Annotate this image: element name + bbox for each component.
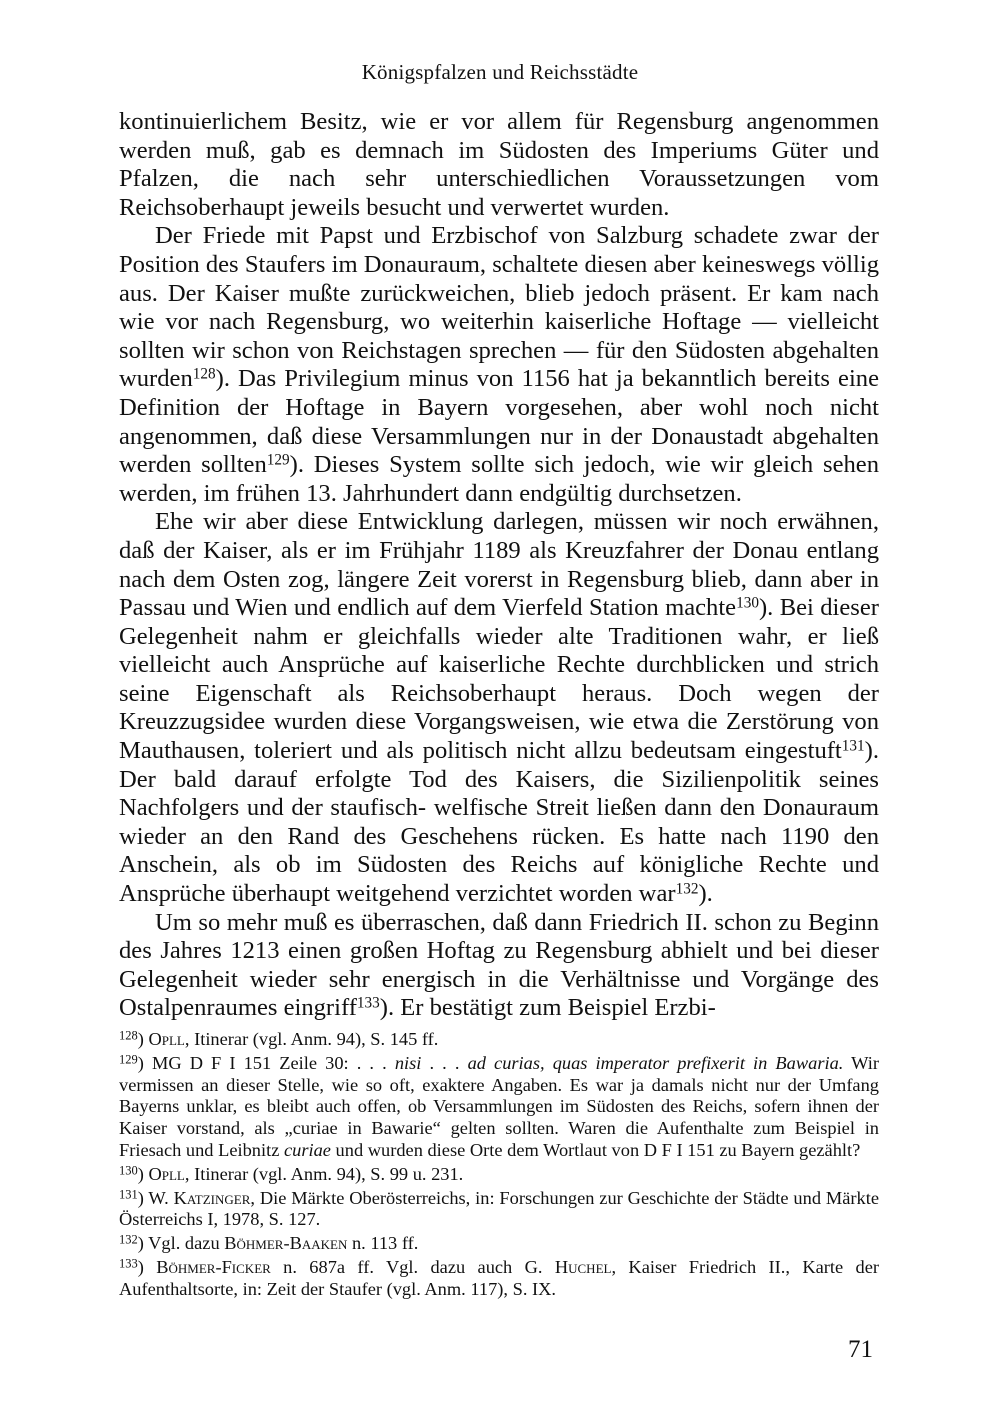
paragraph-text: Um so mehr muß es überraschen, daß dann Friedrich II. schon zu Beginn des Jahres 1213 einen großen Hoftag zu Regensburg abhielt und bei dieser Gelegenheit wieder sehr energisch in die Verhältnisse und Vorgänge des Ostalpenraumes eingriff — [119, 908, 879, 1022]
footnote-number: 130 — [119, 1163, 138, 1178]
footnote-text: n. 687a ff. Vgl. dazu auch G. — [270, 1256, 555, 1277]
footnote-text: ) Vgl. dazu — [137, 1233, 225, 1254]
paragraph-1 — [119, 108, 879, 222]
footnote-130 — [119, 1164, 879, 1186]
footnote-131 — [119, 1188, 879, 1232]
footnote-text: , Kaiser Friedrich II., Karte der Aufenthaltsorte, in: Zeit der Staufer (vgl. Anm. 117), S. IX. — [119, 1256, 879, 1299]
paragraph-3 — [119, 508, 879, 908]
footnote-text: Wir vermissen an dieser Stelle, wie so oft, exaktere Angaben. Es war ja damals nicht nur der Umfang Bayerns unklar, es bleibt auch offen, ob Versammlungen im Südosten des Reichs, sofern ihnen der Kaiser vorstand, als „curiae in Bawarie“ gelten sollten. Waren die Aufenthalte zum Beispiel in Friesach und Leibnitz — [119, 1052, 880, 1160]
footnote-132 — [119, 1233, 879, 1255]
footnote-128 — [119, 1029, 879, 1051]
paragraph-text: Der Friede mit Papst und Erzbischof von Salzburg schadete zwar der Position des Staufers im Donauraum, schaltete diesen aber keineswegs völlig aus. Der Kaiser mußte zurückweichen, blieb jedoch präsent. Er kam nach wie vor nach Regensburg, wo weiterhin kaiserliche Hoftage — vielleicht sollten wir schon von Reichstagen sprechen — für den Südosten abgehalten wurden — [119, 222, 879, 393]
latin-quote: nisi — [394, 1052, 422, 1073]
footnote-text: . . . — [421, 1052, 468, 1073]
author-name: Böhmer-Ficker — [156, 1256, 271, 1277]
footnote-133 — [119, 1257, 879, 1301]
footnote-text: und wurden diese Orte dem Wortlaut von D F I 151 zu Bayern gezählt? — [330, 1139, 861, 1160]
footnote-ref-131: 131 — [841, 737, 865, 755]
paragraph-text: ). Das Privilegium minus von 1156 hat ja bekanntlich bereits eine Definition der Hoftage in Bayern vorgesehen, aber wohl noch nicht angenommen, daß diese Versammlungen nur in der Donaustadt abgehalten werden sollten — [119, 365, 879, 479]
footnote-number: 129 — [119, 1052, 138, 1067]
footnote-text: ) — [137, 1029, 149, 1049]
footnote-text: ) W. — [137, 1187, 174, 1208]
footnote-text: , Itinerar (vgl. Anm. 94), S. 145 ff. — [184, 1029, 439, 1049]
footnote-ref-132: 132 — [675, 880, 699, 898]
latin-quote: ad curias, quas imperator prefixerit in Bawaria. — [467, 1052, 844, 1073]
footnote-ref-128: 128 — [192, 365, 216, 383]
paragraph-text: ). Bei dieser Gelegenheit nahm er gleichfalls wieder alte Traditionen wahr, er ließ vielleicht auch Ansprüche auf kaiserliche Rechte durchblicken und strich seine Eigenschaft als Reichsoberhaupt heraus. Doch wegen der Kreuzzugsidee wurden diese Vorgangsweisen, wie etwa die Zerstörung von Mauthausen, toleriert und als politisch nicht allzu bedeutsam eingestuft — [119, 594, 879, 765]
author-name: Opll — [148, 1029, 185, 1049]
paragraph-text: ). Er bestätigt zum Beispiel Erzbi- — [379, 994, 716, 1022]
footnote-number: 128 — [119, 1028, 138, 1043]
footnote-text: ) — [137, 1256, 157, 1277]
main-text — [119, 108, 879, 1023]
footnote-text: ) MG D F I 151 Zeile 30: . . . — [137, 1052, 395, 1073]
author-name: Katzinger — [173, 1187, 251, 1208]
footnote-ref-133: 133 — [356, 994, 380, 1012]
footnote-number: 132 — [119, 1232, 138, 1247]
paragraph-4 — [119, 909, 879, 1023]
footnote-ref-130: 130 — [736, 594, 759, 612]
paragraph-2 — [119, 222, 879, 508]
footnote-ref-129: 129 — [266, 451, 290, 469]
page-number: 71 — [848, 1336, 873, 1363]
footnotes — [119, 1029, 879, 1303]
footnote-number: 131 — [119, 1186, 138, 1201]
paragraph-text: ). Der bald darauf erfolgte Tod des Kaisers, die Sizilienpolitik seines Nachfolgers und der staufisch- welfische Streit ließen dann den Donauraum wieder an den Rand des Geschehens rücken. Es hatte nach 1190 den Anschein, als ob im Südosten des Reichs auf königliche Rechte und Ansprüche überhaupt weitgehend verzichtet worden war — [119, 737, 879, 908]
footnote-text: n. 113 ff. — [347, 1233, 419, 1254]
latin-term: curiae — [283, 1139, 331, 1160]
footnote-129 — [119, 1053, 879, 1162]
paragraph-text: ). — [698, 880, 713, 908]
author-name: Böhmer-Baaken — [224, 1233, 348, 1254]
author-name: Opll — [148, 1163, 185, 1184]
running-title: Königspfalzen und Reichsstädte — [361, 60, 639, 84]
footnote-number: 133 — [119, 1256, 138, 1271]
footnote-text: ) — [137, 1163, 149, 1184]
paragraph-text: ). Dieses System sollte sich jedoch, wie wir gleich sehen werden, im frühen 13. Jahrhundert dann endgültig durchsetzen. — [119, 451, 879, 507]
paragraph-text: kontinuierlichem Besitz, wie er vor allem für Regensburg angenommen werden muß, gab es demnach im Südosten des Imperiums Güter und Pfalzen, die nach sehr unterschiedlichen Voraussetzungen vom Reichsoberhaupt jeweils besucht und verwertet wurden. — [119, 108, 879, 221]
author-name: Huchel — [554, 1256, 612, 1277]
footnote-text: , Itinerar (vgl. Anm. 94), S. 99 u. 231. — [184, 1163, 464, 1184]
paragraph-text: Ehe wir aber diese Entwicklung darlegen, müssen wir noch erwähnen, daß der Kaiser, als er im Frühjahr 1189 als Kreuzfahrer der Donau entlang nach dem Osten zog, längere Zeit vorerst in Regensburg blieb, dann aber in Passau und Wien und endlich auf dem Vierfeld Station machte — [119, 508, 879, 622]
footnote-text: , Die Märkte Oberösterreichs, in: Forschungen zur Geschichte der Städte und Märkte Österreichs I, 1978, S. 127. — [119, 1187, 879, 1230]
